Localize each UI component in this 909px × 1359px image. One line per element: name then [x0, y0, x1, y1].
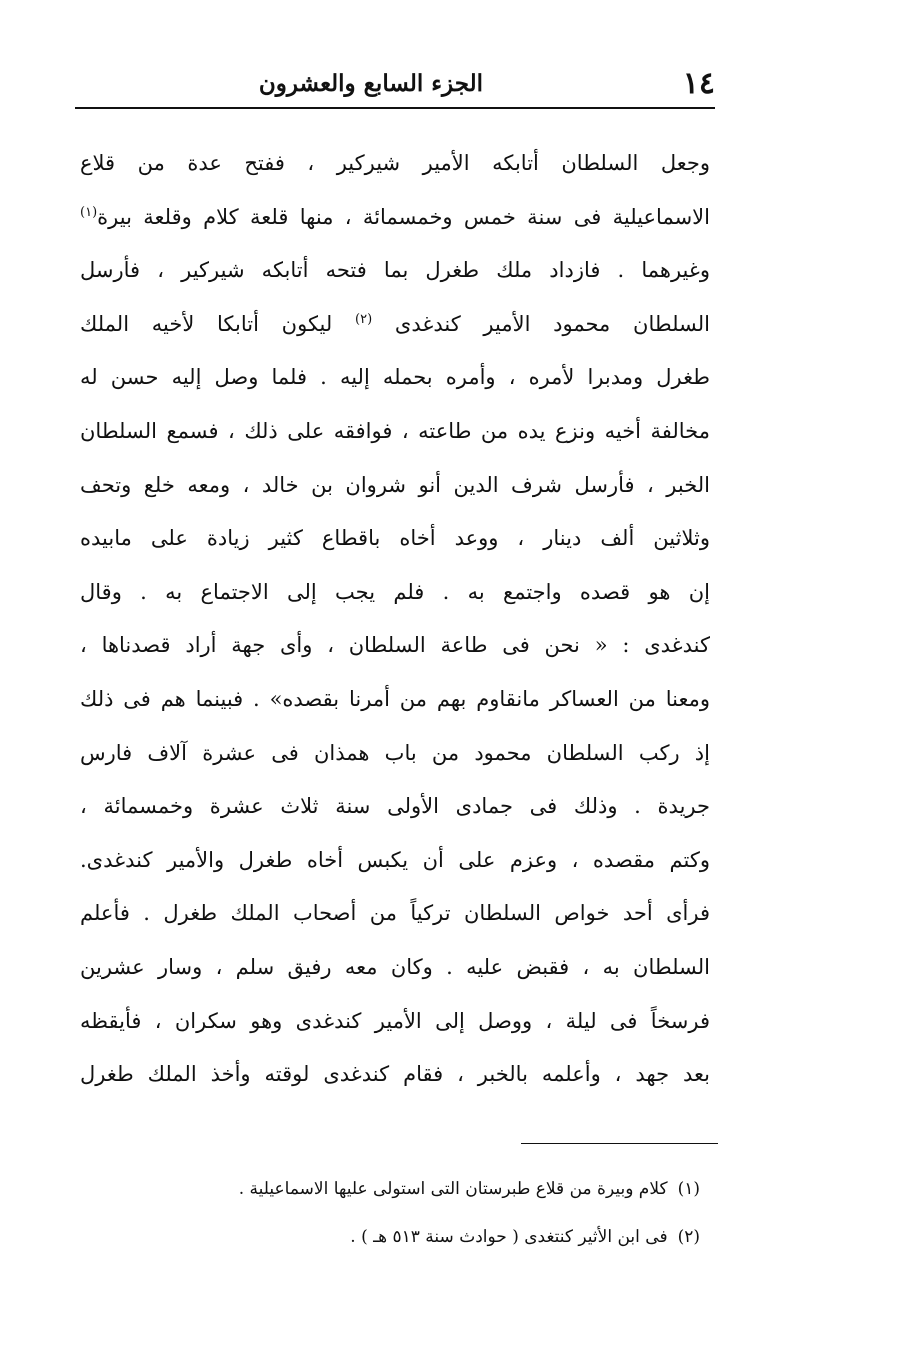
text-line [80, 1048, 710, 1102]
text-line [80, 887, 710, 941]
text-line-content: جريدة . وذلك فى جمادى الأولى سنة ثلاث عشرة وخمسمائة ، [80, 794, 710, 819]
text-line-content: السلطان به ، فقبض عليه . وكان معه رفيق سلم ، وسار عشرين [80, 954, 710, 979]
text-line [80, 941, 710, 995]
text-line-content: وثلاثين ألف دينار ، ووعد أخاه باقطاع كثير زيادة على مابيده [80, 526, 710, 551]
footnote-reference-1: (١) [80, 204, 98, 220]
text-line [80, 995, 710, 1049]
footnote-text: فى ابن الأثير كنتغدى ( حوادث سنة ٥١٣ هـ ) . [350, 1227, 668, 1247]
text-line [80, 619, 710, 673]
text-line-content: مخالفة أخيه ونزع يده من طاعته ، فوافقه على ذلك ، فسمع السلطان [80, 418, 710, 443]
text-line [80, 137, 710, 191]
footnote-1 [238, 1165, 700, 1213]
footnote-separator [521, 1143, 718, 1144]
header-rule [75, 107, 715, 109]
text-line [80, 244, 710, 298]
text-line-content: الاسماعيلية فى سنة خمس وخمسمائة ، منها قلعة كلام وقلعة بيرة [97, 204, 710, 229]
page-number: ١٤ [682, 66, 715, 101]
text-line [80, 298, 710, 352]
text-line [80, 512, 710, 566]
text-line-content: وغيرهما . فازداد ملك طغرل بما فتحه أتابكه شيركير ، فأرسل [80, 258, 710, 283]
footnote-2 [250, 1213, 700, 1261]
text-line [80, 459, 710, 513]
text-line-content: فرأى أحد خواص السلطان تركياً من أصحاب الملك طغرل . فأعلم [80, 901, 710, 926]
text-line [80, 780, 710, 834]
text-line-content: الخبر ، فأرسل شرف الدين أنو شروان بن خالد ، ومعه خلع وتحف [80, 472, 710, 497]
running-title: الجزء السابع والعشرون [258, 70, 483, 97]
text-line [80, 566, 710, 620]
text-line-content: فرسخاً فى ليلة ، ووصل إلى الأمير كندغدى وهو سكران ، فأيقظه [80, 1008, 710, 1033]
text-line [80, 727, 710, 781]
text-line [80, 834, 710, 888]
footnote-text: كلام وبيرة من قلاع طبرستان التى استولى عليها الاسماعيلية . [238, 1179, 668, 1199]
footnotes [238, 1165, 700, 1261]
text-line-content: إن هو قصده واجتمع به . فلم يجب إلى الاجتماع به . وقال [80, 579, 710, 604]
text-line-content: وجعل السلطان أتابكه الأمير شيركير ، ففتح عدة من قلاع [80, 151, 710, 175]
footnote-marker: (٢) [677, 1227, 700, 1247]
footnote-marker: (١) [677, 1179, 700, 1199]
text-line [80, 673, 710, 727]
text-line-continuation: ليكون أتابكا لأخيه الملك [80, 311, 333, 336]
text-line [80, 405, 710, 459]
text-line-content: وكتم مقصده ، وعزم على أن يكبس أخاه طغرل والأمير كندغدى. [80, 847, 710, 872]
footnote-reference-2: (٢) [355, 311, 373, 327]
main-text [80, 137, 710, 1102]
text-line [80, 191, 710, 245]
text-line-content: بعد جهد ، وأعلمه بالخبر ، فقام كندغدى لوقته وأخذ الملك طغرل [80, 1062, 710, 1087]
text-line-content: كندغدى : « نحن فى طاعة السلطان ، وأى جهة أراد قصدناها ، [80, 633, 710, 658]
text-line [80, 351, 710, 405]
text-line-content: ومعنا من العساكر مانقاوم بهم من أمرنا بقصده» . فبينما هم فى ذلك [80, 686, 710, 711]
text-line-content: طغرل ومدبرا لأمره ، وأمره بحمله إليه . فلما وصل إليه حسن له [80, 365, 710, 390]
page-header [75, 58, 715, 108]
text-line-content: السلطان محمود الأمير كندغدى [394, 311, 710, 336]
text-line-content: إذ ركب السلطان محمود من باب همذان فى عشرة آلاف فارس [80, 740, 710, 765]
